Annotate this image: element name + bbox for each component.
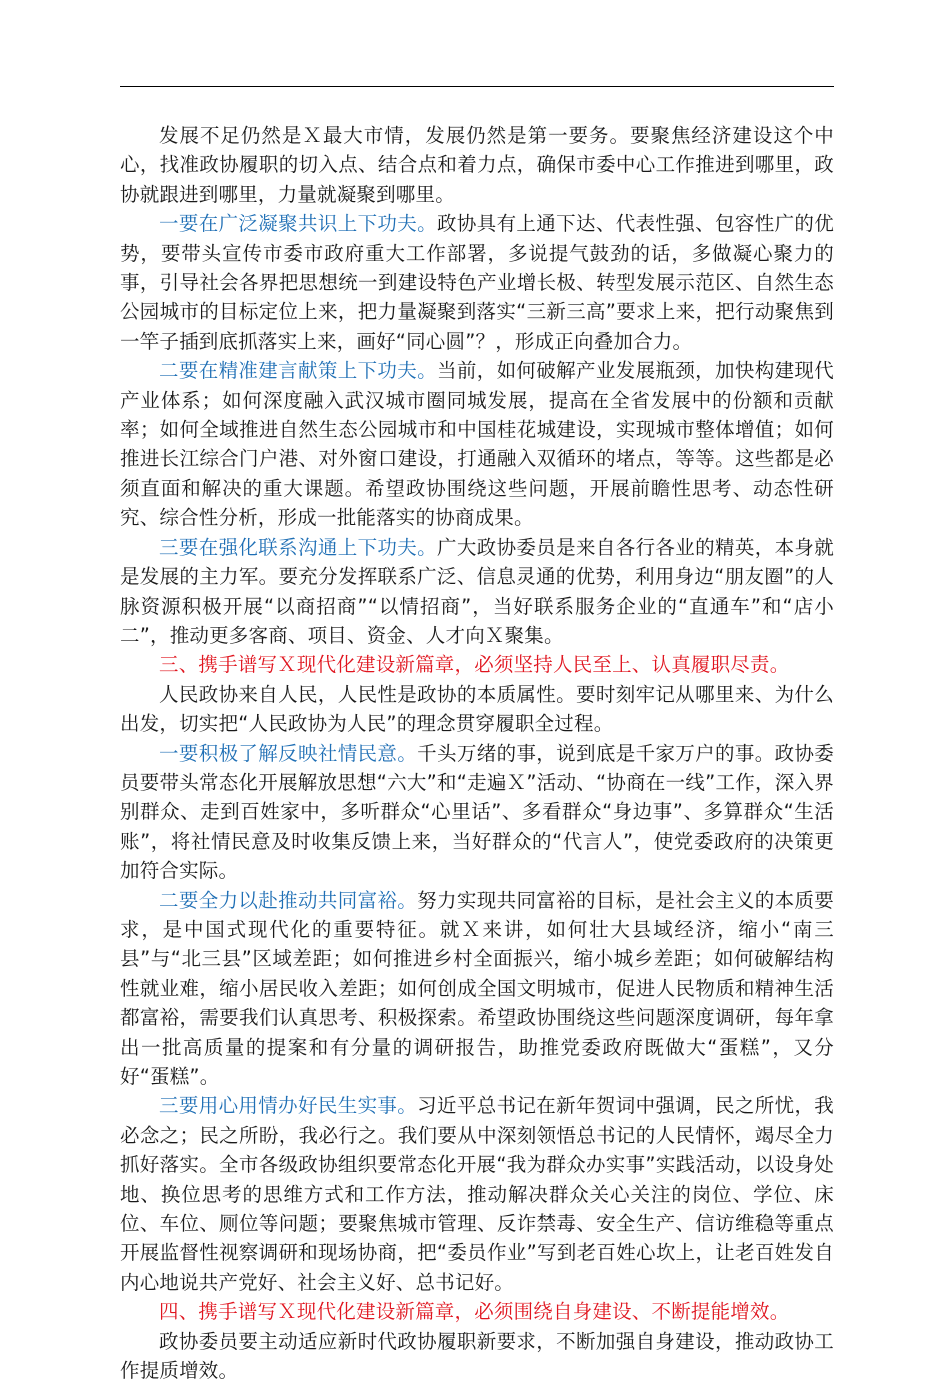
paragraph-text: 习近平总书记在新年贺词中强调，民之所忧，我必念之；民之所盼，我必行之。我们要从中深刻领悟总书记的人民情怀，竭尽全力抓好落实。全市各级政协组织要常态化开展“我为群众办实事”实践活动，以设身处地、换位思考的思维方式和工作方法，推动解决群众关心关注的岗位、学位、床位、车位、厕位等问题；要聚焦城市管理、反诈禁毒、安全生产、信访维稳等重点开展监督性视察调研和现场协商，把“委员作业”写到老百姓心坎上，让老百姓发自内心地说共产党好、社会主义好、总书记好。 <box>120 1094 835 1294</box>
paragraph-lead: 一要在广泛凝聚共识上下功夫。 <box>159 212 437 236</box>
paragraph-text: 千头万绪的事，说到底是千家万户的事。政协委员要带头常态化开展解放思想“六大”和“走遍Ｘ”活动、“协商在一线”工作，深入界别群众、走到百姓家中，多听群众“心里话”、多看群众“身边事”、多算群众“生活账”，将社情民意及时收集反馈上来，当好群众的“代言人”，使党委政府的决策更加符合实际。 <box>120 741 835 883</box>
paragraph-lead: 三要用心用情办好民生实事。 <box>159 1094 418 1118</box>
paragraph <box>120 533 834 651</box>
section-heading-text: 三、携手谱写Ｘ现代化建设新篇章，必须坚持人民至上、认真履职尽责。 <box>159 653 790 677</box>
paragraph-lead: 二要在精准建言献策上下功夫。 <box>159 359 437 383</box>
paragraph-lead: 三要在强化联系沟通上下功夫。 <box>159 535 437 559</box>
paragraph-text: 广大政协委员是来自各行各业的精英，本身就是发展的主力军。要充分发挥联系广泛、信息灵通的优势，利用身边“朋友圈”的人脉资源积极开展“以商招商”“以情招商”，当好联系服务企业的“直通车”和“店小二”，推动更多客商、项目、资金、人才向Ｘ聚集。 <box>120 535 834 647</box>
paragraph <box>120 886 834 1092</box>
paragraph <box>120 356 834 532</box>
paragraph <box>120 1091 834 1297</box>
paragraph-text: 努力实现共同富裕的目标，是社会主义的本质要求，是中国式现代化的重要特征。就Ｘ来讲，如何壮大县域经济，缩小“南三县”与“北三县”区域差距；如何推进乡村全面振兴，缩小城乡差距；如何破解结构性就业难，缩小居民收入差距；如何创成全国文明城市，促进人民物质和精神生活都富裕，需要我们认真思考、积极探索。希望政协围绕这些问题深度调研，每年拿出一批高质量的提案和有分量的调研报告，助推党委政府既做大“蛋糕”，又分好“蛋糕”。 <box>120 888 835 1088</box>
paragraph-text: 政协委员要主动适应新时代政协履职新要求，不断加强自身建设，推动政协工作提质增效。 <box>120 1329 834 1383</box>
paragraph <box>120 121 834 209</box>
section-heading <box>120 1297 834 1326</box>
paragraph-text: 政协具有上通下达、代表性强、包容性广的优势，要带头宣传市委市政府重大工作部署，多说提气鼓劲的话，多做凝心聚力的事，引导社会各界把思想统一到建设特色产业增长极、转型发展示范区、自然生态公园城市的目标定位上来，把力量凝聚到落实“三新三高”要求上来，把行动聚焦到一竿子插到底抓落实上来，画好“同心圆”？，形成正向叠加合力。 <box>120 212 834 353</box>
paragraph-text: 当前，如何破解产业发展瓶颈，加快构建现代产业体系；如何深度融入武汉城市圈同城发展，提高在全省发展中的份额和贡献率；如何全域推进自然生态公园城市和中国桂花城建设，实现城市整体增值；如何推进长江综合门户港、对外窗口建设，打通融入双循环的堵点，等等。这些都是必须直面和解决的重大课题。希望政协围绕这些问题，开展前瞻性思考、动态性研究、综合性分析，形成一批能落实的协商成果。 <box>120 359 834 530</box>
document-body <box>120 121 834 1385</box>
paragraph <box>120 739 834 886</box>
header-rule <box>120 86 834 87</box>
paragraph <box>120 680 834 739</box>
paragraph <box>120 209 834 356</box>
paragraph-lead: 二要全力以赴推动共同富裕。 <box>159 888 418 912</box>
paragraph-lead: 一要积极了解反映社情民意。 <box>159 741 418 765</box>
section-heading-text: 四、携手谱写Ｘ现代化建设新篇章，必须围绕自身建设、不断提能增效。 <box>159 1300 790 1324</box>
section-heading <box>120 650 834 679</box>
paragraph-text: 人民政协来自人民，人民性是政协的本质属性。要时刻牢记从哪里来、为什么出发，切实把“人民政协为人民”的理念贯穿履职全过程。 <box>120 682 834 736</box>
paragraph-text: 发展不足仍然是Ｘ最大市情，发展仍然是第一要务。要聚焦经济建设这个中心，找准政协履职的切入点、结合点和着力点，确保市委中心工作推进到哪里，政协就跟进到哪里，力量就凝聚到哪里。 <box>120 124 834 206</box>
paragraph <box>120 1327 834 1385</box>
